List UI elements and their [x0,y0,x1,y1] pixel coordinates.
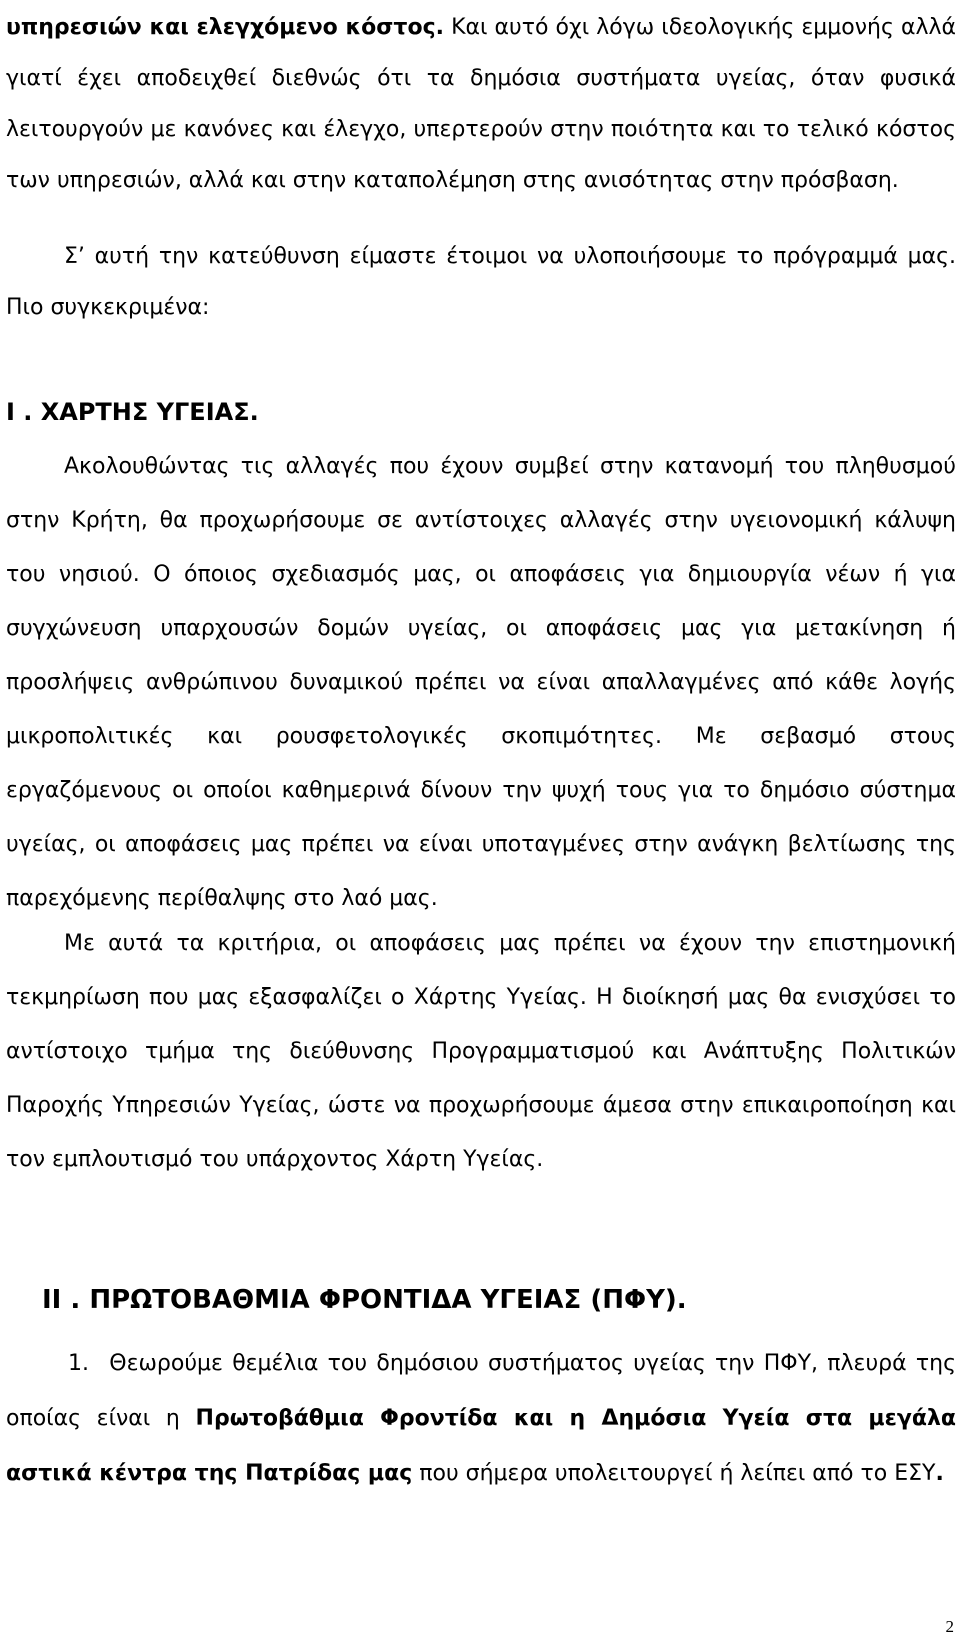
list-number: 1. [68,1351,89,1376]
paragraph-5-bold-text: Πρωτοβάθμια Φροντίδα και η Δημόσια Υγεία στα μεγάλα αστικά κέντρα της Πατρίδας μας [6,1406,956,1486]
paragraph-5-text-after: που σήμερα υπολειτουργεί ή λείπει από το ΕΣΥ [412,1461,936,1486]
paragraph-4: Με αυτά τα κριτήρια, οι αποφάσεις μας πρέπει να έχουν την επιστημονική τεκμηρίωση που μας εξασφαλίζει ο Χάρτης Υγείας. Η διοίκησή μας θα ενισχύσει το αντίστοιχο τμήμα της διεύθυνσης Προγραμματισμού και Ανάπτυξης Πολιτικών Παροχής Υπηρεσιών Υγείας, ώστε να προχωρήσουμε άμεσα στην επικαιροποίηση και τον εμπλουτισμό του υπάρχοντος Χάρτη Υγείας. [6,931,956,1172]
paragraph-5-text-before: Θεωρούμε θεμέλια του δημόσιου συστήματος υγείας την ΠΦΥ, πλευρά της οποίας είναι η [6,1351,956,1431]
page-number: 2 [945,1617,954,1636]
paragraph-5 [6,1336,956,1501]
section-2-heading: II . ΠΡΩΤΟΒΑΘΜΙΑ ΦΡΟΝΤΙΔΑ ΥΓΕΙΑΣ (ΠΦΥ). [42,1285,687,1315]
paragraph-1-text: Και αυτό όχι λόγω ιδεολογικής εμμονής αλλά γιατί έχει αποδειχθεί διεθνώς ότι τα δημόσια συστήματα υγείας, όταν φυσικά λειτουργούν με κανόνες και έλεγχο, υπερτερούν στην ποιότητα και το τελικό κόστος των υπηρεσιών, αλλά και στην καταπολέμηση στης ανισότητας στην πρόσβαση. [6,15,956,193]
paragraph-3: Ακολουθώντας τις αλλαγές που έχουν συμβεί στην κατανομή του πληθυσμού στην Κρήτη, θα προχωρήσουμε σε αντίστοιχες αλλαγές στην υγειονομική κάλυψη του νησιού. Ο όποιος σχεδιασμός μας, οι αποφάσεις για δημιουργία νέων ή για συγχώνευση υπαρχουσών δομών υγείας, οι αποφάσεις μας για μετακίνηση ή προσλήψεις ανθρώπινου δυναμικού πρέπει να είναι απαλλαγμένες από κάθε λογής μικροπολιτικές και ρουσφετολογικές σκοπιμότητες. Με σεβασμό στους εργαζόμενους οι οποίοι καθημερινά δίνουν την ψυχή τους για το δημόσιο σύστημα υγείας, οι αποφάσεις μας πρέπει να είναι υποταγμένες στην ανάγκη βελτίωσης της παρεχόμενης περίθαλψης στο λαό μας. [6,454,956,911]
paragraph-1-bold-lead: υπηρεσιών και ελεγχόμενο κόστος. [6,15,444,40]
paragraph-5-end-mark: . [935,1461,944,1486]
paragraph-1 [6,2,956,206]
section-1-heading: I . ΧΑΡΤΗΣ ΥΓΕΙΑΣ. [6,398,259,426]
paragraph-2: Σ’ αυτή την κατεύθυνση είμαστε έτοιμοι να υλοποιήσουμε το πρόγραμμά μας. Πιο συγκεκριμένα: [6,244,956,320]
